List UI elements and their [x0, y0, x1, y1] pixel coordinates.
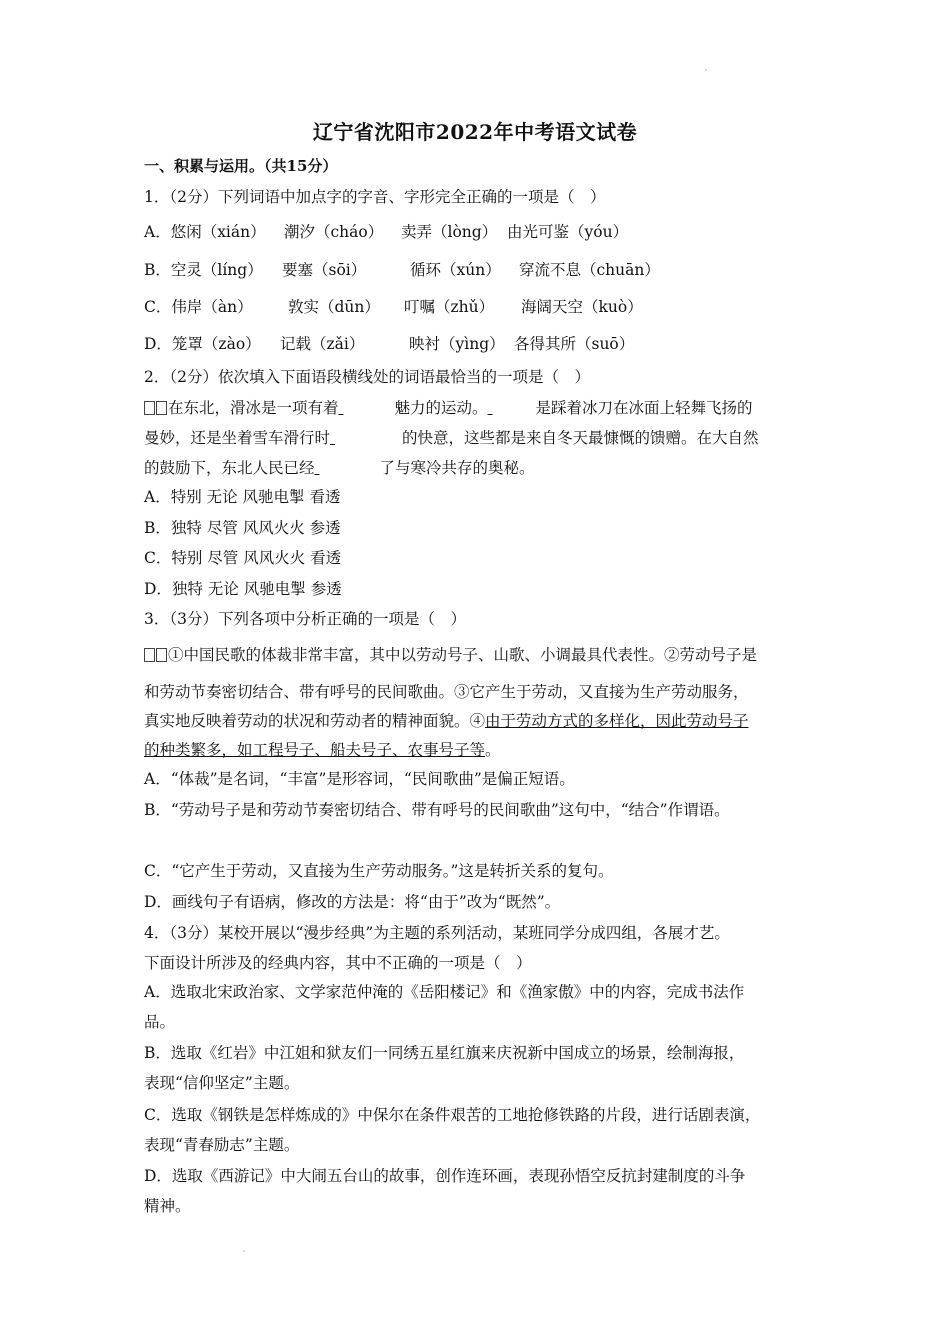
question-1-option-c: C．伟岸（àn） 敦实（dūn） 叮嘱（zhǔ） 海阔天空（kuò）: [144, 298, 643, 316]
question-3-passage-line-1: ①中国民歌的体裁非常丰富，其中以劳动号子、山歌、小调最具代表性。②劳动号子是: [144, 645, 757, 665]
question-1-stem: 1．（2分）下列词语中加点字的字音、字形完全正确的一项是（ ）: [144, 188, 606, 206]
question-1-option-d: D．笼罩（zào） 记载（zǎi） 映衬（yìng） 各得其所（suō）: [144, 335, 635, 353]
question-2-option-b: B．独特 尽管 风风火火 参透: [144, 519, 341, 537]
question-2-stem: 2．（2分）依次填入下面语段横线处的词语最恰当的一项是（ ）: [144, 368, 590, 386]
question-2-passage-line-3: 的鼓励下，东北人民已经 了与寒冷共存的奥秘。: [144, 459, 535, 477]
question-4-option-b-line-1: B．选取《红岩》中江姐和狱友们一同绣五星红旗来庆祝新中国成立的场景，绘制海报，: [144, 1044, 745, 1062]
question-1-option-a: A．悠闲（xián） 潮汐（cháo） 卖弄（lòng） 由光可鉴（yóu）: [144, 223, 629, 241]
question-4-option-a-line-1: A．选取北宋政治家、文学家范仲淹的《岳阳楼记》和《渔家傲》中的内容，完成书法作: [144, 983, 745, 1001]
question-4-option-b-line-2: 表现“信仰坚定”主题。: [144, 1074, 300, 1092]
question-2-option-a: A．特别 无论 风驰电掣 看透: [144, 488, 341, 506]
question-4-option-d-line-1: D．选取《西游记》中大闹五台山的故事，创作连环画，表现孙悟空反抗封建制度的斗争: [144, 1167, 746, 1185]
question-3-passage-line-3: 真实地反映着劳动的状况和劳动者的精神面貌。④由于劳动方式的多样化，因此劳动号子: [144, 712, 749, 730]
question-1-option-b: B．空灵（líng） 要塞（sōi） 循环（xún） 穿流不息（chuān）: [144, 261, 660, 279]
question-2-option-d: D．独特 无论 风驰电掣 参透: [144, 580, 342, 598]
question-2-passage-line-2: 曼妙，还是坐着雪车滑行时 的快意，这些都是来自冬天最慷慨的馈赠。在大自然: [144, 429, 759, 447]
question-4-option-d-line-2: 精神。: [144, 1197, 191, 1215]
section-heading: 一、积累与运用。（共15分）: [144, 157, 338, 175]
question-3-option-b: B．“劳动号子是和劳动节奏密切结合、带有呼号的民间歌曲”这句中，“结合”作谓语。: [144, 801, 730, 819]
question-3-passage-line-2: 和劳动节奏密切结合、带有呼号的民间歌曲。③它产生于劳动，又直接为生产劳动服务，: [144, 683, 749, 701]
question-4-stem-line-2: 下面设计所涉及的经典内容，其中不正确的一项是（ ）: [144, 954, 532, 972]
question-3-passage-line-4: 的种类繁多，如工程号子、船夫号子、农事号子等。: [144, 741, 501, 759]
question-4-stem-line-1: 4．（3分）某校开展以“漫步经典”为主题的系列活动，某班同学分成四组，各展才艺。: [144, 924, 730, 942]
question-4-option-a-line-2: 品。: [144, 1013, 176, 1031]
question-2-passage-line-1: 在东北，滑冰是一项有着 魅力的运动。 是踩着冰刀在冰面上轻舞飞扬的: [144, 398, 753, 418]
underlined-sentence: 由于劳动方式的多样化，因此劳动号子: [485, 712, 749, 730]
scan-dot: [243, 1250, 245, 1252]
question-2-option-c: C．特别 尽管 风风火火 看透: [144, 549, 342, 567]
question-3-option-a: A．“体裁”是名词，“丰富”是形容词，“民间歌曲”是偏正短语。: [144, 770, 575, 788]
question-3-stem: 3．（3分）下列各项中分析正确的一项是（ ）: [144, 610, 466, 628]
question-3-option-c: C．“它产生于劳动，又直接为生产劳动服务。”这是转折关系的复句。: [144, 862, 614, 880]
question-4-option-c-line-1: C．选取《钢铁是怎样炼成的》中保尔在条件艰苦的工地抢修铁路的片段，进行话剧表演，: [144, 1106, 761, 1124]
underlined-sentence: 的种类繁多，如工程号子、船夫号子、农事号子等: [144, 741, 486, 759]
question-4-option-c-line-2: 表现“青春励志”主题。: [144, 1136, 300, 1154]
question-3-option-d: D．画线句子有语病，修改的方法是：将“由于”改为“既然”。: [144, 893, 561, 911]
exam-title: 辽宁省沈阳市2022年中考语文试卷: [312, 120, 638, 144]
scan-dot: [705, 69, 707, 71]
